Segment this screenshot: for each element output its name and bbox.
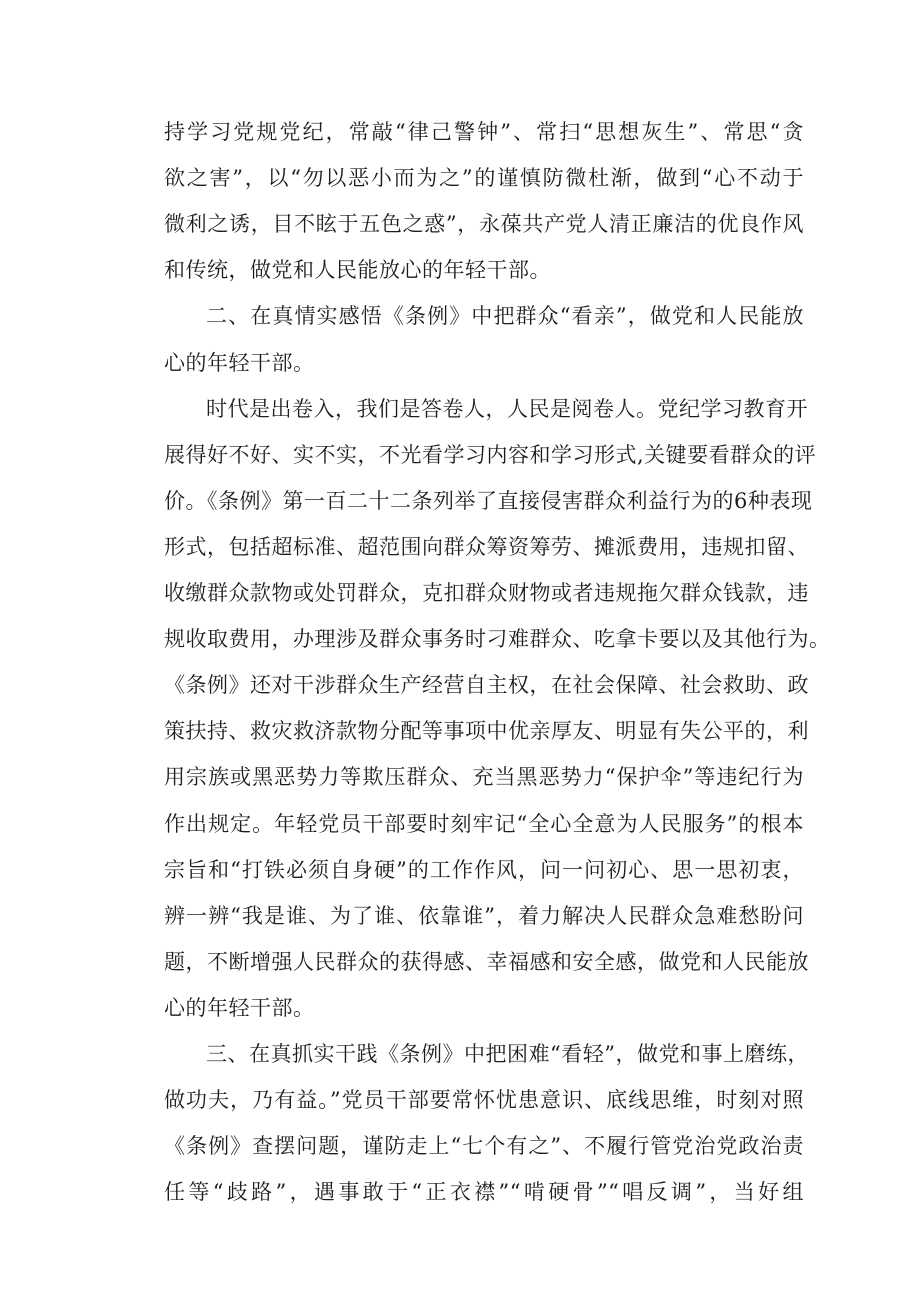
text-line: 任等“歧路”，遇事敢于“正衣襟”“啃硬骨”“唱反调”，当好组 xyxy=(164,1180,804,1205)
text-line: 心的年轻干部。 xyxy=(164,350,315,375)
text-line: 做功夫，乃有益。”党员干部要常怀忧患意识、底线思维，时刻对照 xyxy=(164,1088,804,1113)
text-line: 策扶持、救灾救济款物分配等事项中优亲厚友、明显有失公平的，利 xyxy=(164,719,809,744)
text-line: 持学习党规党纪，常敲“律己警钟”、常扫“思想灰生”、常思“贪 xyxy=(164,120,804,144)
text-line: 规收取费用，办理涉及群众事务时刁难群众、吃拿卡要以及其他行为。 xyxy=(164,627,831,652)
text-line: 三、在真抓实干践《条例》中把困难“看轻”，做党和事上磨练， xyxy=(206,1042,809,1066)
text-line: 微利之诱，目不眩于五色之惑”，永葆共产党人清正廉洁的优良作风 xyxy=(164,212,804,237)
text-line: 辨一辨“我是谁、为了谁、依靠谁”，着力解决人民群众急难愁盼问 xyxy=(164,903,804,928)
text-line: 展得好不好、实不实，不光看学习内容和学习形式,关键要看群众的评 xyxy=(164,442,817,467)
text-line: 宗旨和“打铁必须自身硬”的工作作风，问一问初心、思一思初衷， xyxy=(164,857,804,882)
text-line: 心的年轻干部。 xyxy=(164,995,315,1020)
text-line: 价。《条例》第一百二十二条列举了直接侵害群众利益行为的6种表现 xyxy=(164,488,813,513)
text-line: 用宗族或黑恶势力等欺压群众、充当黑恶势力“保护伞”等违纪行为 xyxy=(164,765,804,790)
text-line: 《条例》还对干涉群众生产经营自主权，在社会保障、社会救助、政 xyxy=(164,673,809,698)
text-line: 时代是出卷入，我们是答卷人，人民是阅卷人。党纪学习教育开 xyxy=(206,396,808,421)
text-line: 形式，包括超标准、超范围向群众筹资筹劳、摊派费用，违规扣留、 xyxy=(164,534,809,559)
text-line: 欲之害”，以“勿以恶小而为之”的谨慎防微杜渐，做到“心不动于 xyxy=(164,166,804,191)
text-line: 作出规定。年轻党员干部要时刻牢记“全心全意为人民服务”的根本 xyxy=(164,811,804,836)
text-line: 二、在真情实感悟《条例》中把群众“看亲”，做党和人民能放 xyxy=(206,304,804,329)
text-line: 收缴群众款物或处罚群众，克扣群众财物或者违规拖欠群众钱款，违 xyxy=(164,581,809,605)
text-line: 和传统，做党和人民能放心的年轻干部。 xyxy=(164,258,551,283)
text-line: 题，不断增强人民群众的获得感、幸福感和安全感，做党和人民能放 xyxy=(164,949,809,974)
text-line: 《条例》查摆问题，谨防走上“七个有之”、不履行管党治党政治责 xyxy=(164,1134,804,1159)
